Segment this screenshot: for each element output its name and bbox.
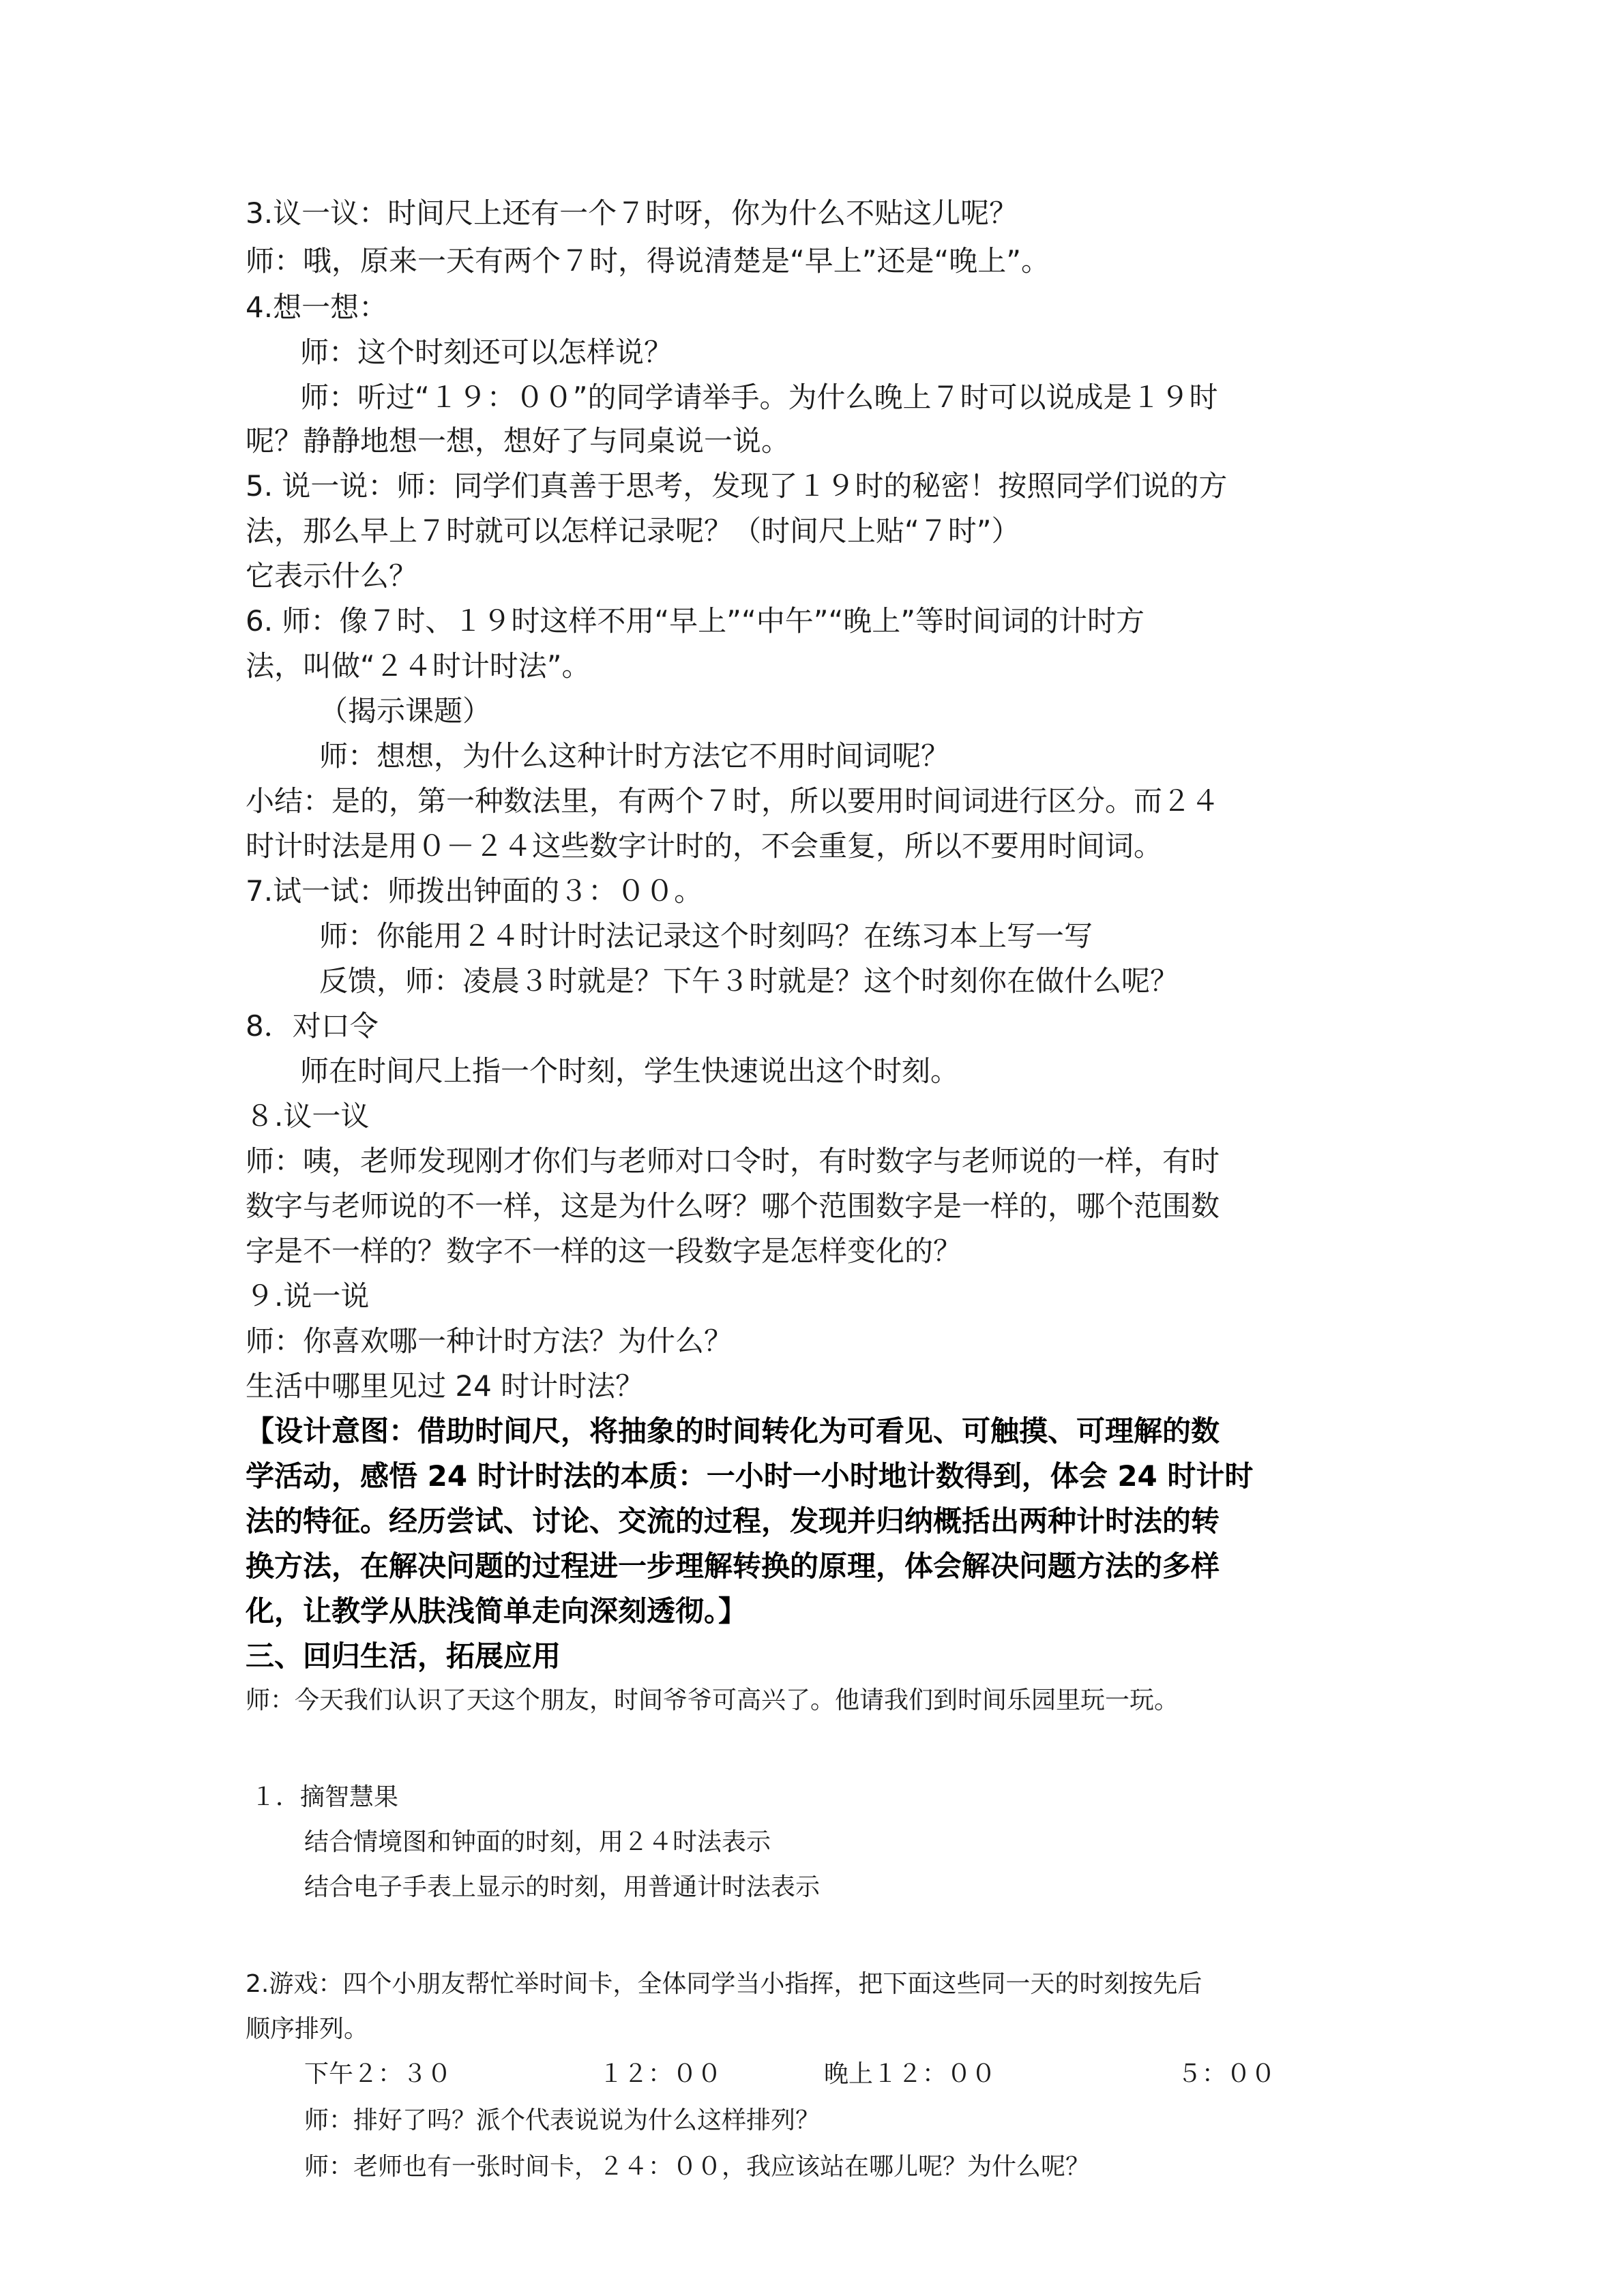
text-line: 师：哦，原来一天有两个７时，得说清楚是“早上”还是“晚上”。 (246, 244, 1050, 278)
text-line: ９.说一说 (246, 1279, 370, 1313)
text-line: 师：这个时刻还可以怎样说？ (300, 336, 673, 369)
text-line: 结合电子手表上显示的时刻，用普通计时法表示 (304, 1873, 821, 1901)
time-card: ５：００ (1177, 2060, 1276, 2088)
text-line: ８.议一议 (246, 1099, 370, 1133)
text-line: 它表示什么？ (246, 559, 418, 593)
text-line: 8．对口令 (246, 1009, 379, 1043)
text-line: 小结：是的，第一种数法里，有两个７时，所以要用时间词进行区分。而２４ (246, 784, 1220, 818)
text-line: 师：你能用２４时计时法记录这个时刻吗？在练习本上写一写 (319, 919, 1093, 953)
text-line: 师：想想，为什么这种计时方法它不用时间词呢？ (319, 739, 950, 773)
text-line: 数字与老师说的不一样，这是为什么呀？哪个范围数字是一样的，哪个范围数 (246, 1189, 1220, 1223)
text-line: 4.想一想： (246, 290, 388, 324)
text-line: 3.议一议：时间尺上还有一个７时呀，你为什么不贴这儿呢？ (246, 196, 1018, 230)
time-card: １２：００ (599, 2060, 722, 2088)
text-line: 师：老师也有一张时间卡，２４：００，我应该站在哪儿呢？为什么呢？ (304, 2153, 1091, 2181)
time-card: 晚上１２：００ (824, 2060, 996, 2088)
text-line: 顺序排列。 (246, 2015, 369, 2043)
text-line: 时计时法是用０－２４这些数字计时的，不会重复，所以不要用时间词。 (246, 829, 1163, 863)
text-line: 师在时间尺上指一个时刻，学生快速说出这个时刻。 (300, 1054, 960, 1088)
design-intent-line: 【设计意图：借助时间尺，将抽象的时间转化为可看见、可触摸、可理解的数 (246, 1414, 1220, 1448)
design-intent-line: 化，让教学从肤浅简单走向深刻透彻。】 (246, 1594, 748, 1628)
text-line: 7.试一试：师拨出钟面的３：００。 (246, 874, 703, 908)
text-line: 师：听过“１９：００”的同学请举手。为什么晚上７时可以说成是１９时 (300, 381, 1218, 414)
text-line: 呢？静静地想一想，想好了与同桌说一说。 (246, 424, 791, 458)
text-line: 字是不一样的？数字不一样的这一段数字是怎样变化的？ (246, 1234, 962, 1268)
design-intent-line: 法的特征。经历尝试、讨论、交流的过程，发现并归纳概括出两种计时法的转 (246, 1504, 1220, 1538)
text-line: １．摘智慧果 (251, 1783, 399, 1811)
text-line: 师：排好了吗？派个代表说说为什么这样排列？ (304, 2106, 821, 2134)
text-line: 结合情境图和钟面的时刻，用２４时法表示 (304, 1828, 771, 1856)
text-line: 5. 说一说：师：同学们真善于思考，发现了１９时的秘密！按照同学们说的方 (246, 469, 1228, 503)
text-line: 反馈，师：凌晨３时就是？下午３时就是？这个时刻你在做什么呢？ (319, 964, 1179, 998)
text-line: 师：你喜欢哪一种计时方法？为什么？ (246, 1324, 733, 1358)
text-line: 6. 师：像７时、１９时这样不用“早上”“中午”“晚上”等时间词的计时方 (246, 604, 1145, 638)
design-intent-line: 学活动，感悟 24 时计时法的本质：一小时一小时地计数得到，体会 24 时计时 (246, 1459, 1254, 1493)
text-line: 生活中哪里见过 24 时计时法？ (246, 1369, 645, 1403)
section-heading: 三、回归生活，拓展应用 (246, 1639, 561, 1673)
text-line: 法，那么早上７时就可以怎样记录呢？（时间尺上贴“７时”） (246, 514, 1020, 548)
text-line: （揭示课题） (319, 694, 492, 728)
text-line: 师：咦，老师发现刚才你们与老师对口令时，有时数字与老师说的一样，有时 (246, 1144, 1220, 1178)
design-intent-line: 换方法，在解决问题的过程进一步理解转换的原理，体会解决问题方法的多样 (246, 1549, 1220, 1583)
text-line: 师：今天我们认识了天这个朋友，时间爷爷可高兴了。他请我们到时间乐园里玩一玩。 (246, 1686, 1179, 1714)
text-line: 2.游戏：四个小朋友帮忙举时间卡，全体同学当小指挥，把下面这些同一天的时刻按先后 (246, 1970, 1202, 1998)
time-card: 下午２：３０ (304, 2060, 452, 2088)
text-line: 法，叫做“２４时计时法”。 (246, 649, 591, 683)
